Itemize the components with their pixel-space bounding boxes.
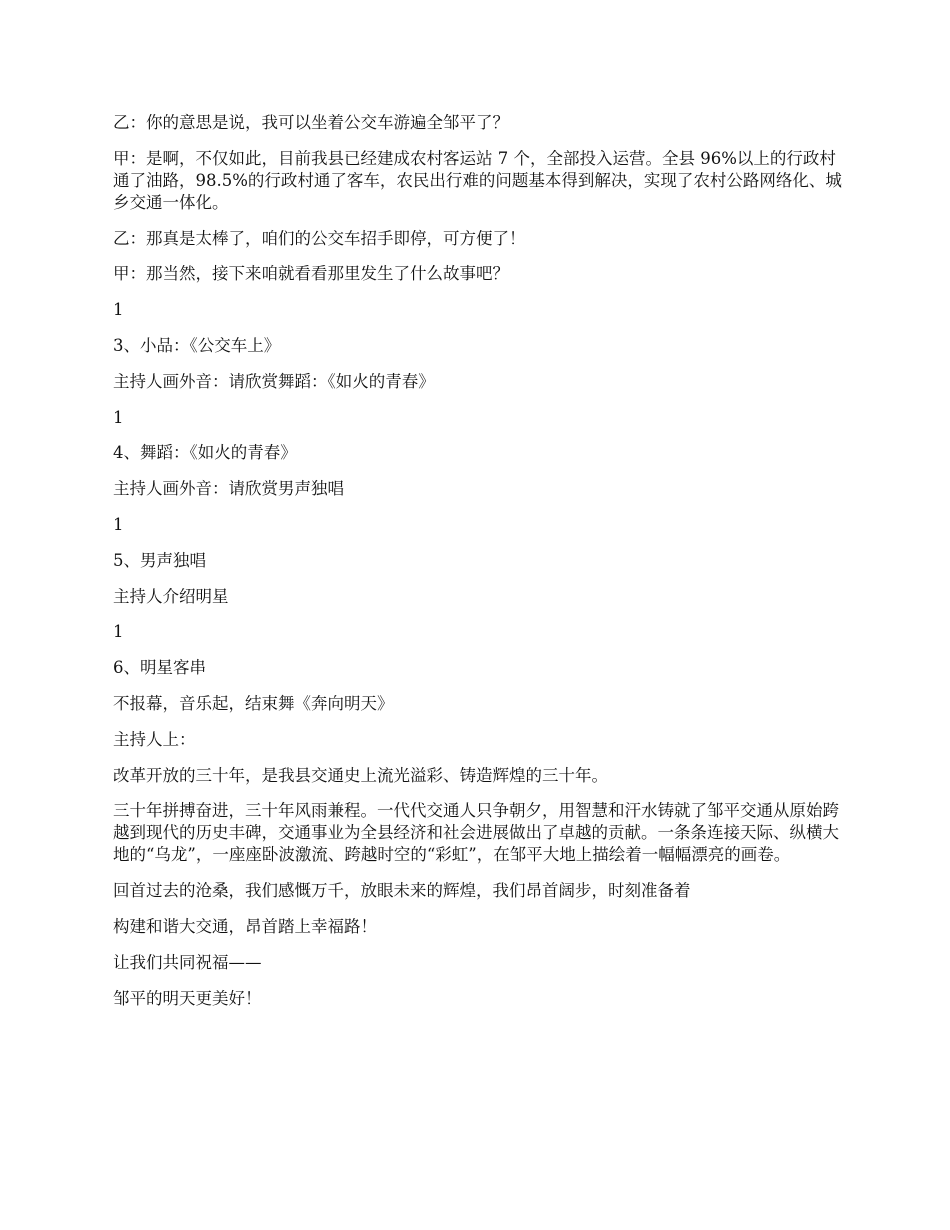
- item-marker: 1: [113, 407, 124, 427]
- dialogue-jia-stats: 甲：是啊，不仅如此，目前我县已经建成农村客运站 7 个，全部投入运营。全县 96%以上的行政村通了油路，98.5%的行政村通了客车，农民出行难的问题基本得到解决，实现了农村公路网络化、城乡交通一体化。: [113, 148, 842, 212]
- dialogue-yi-praise: 乙：那真是太棒了，咱们的公交车招手即停，可方便了！: [113, 228, 526, 248]
- host-enters: 主持人上：: [113, 729, 196, 749]
- host-voiceover-solo: 主持人画外音：请欣赏男声独唱: [113, 479, 344, 499]
- dialogue-jia-transition: 甲：那当然，接下来咱就看看那里发生了什么故事吧？: [113, 264, 509, 284]
- closing-speech-1: 改革开放的三十年，是我县交通史上流光溢彩、铸造辉煌的三十年。: [113, 765, 608, 785]
- document-body: [113, 112, 843, 1023]
- item-marker: 1: [113, 514, 124, 534]
- host-voiceover-dance: 主持人画外音：请欣赏舞蹈：《如火的青春》: [113, 371, 435, 391]
- closing-speech-5: 让我们共同祝福——: [113, 952, 262, 972]
- program-item-dance: 4、舞蹈：《如火的青春》: [113, 443, 297, 463]
- closing-speech-6: 邹平的明天更美好！: [113, 988, 262, 1008]
- program-item-skit: 3、小品：《公交车上》: [113, 335, 281, 355]
- closing-speech-3: 回首过去的沧桑，我们感慨万千，放眼未来的辉煌，我们昂首阔步，时刻准备着: [113, 881, 691, 901]
- host-introduces-star: 主持人介绍明星: [113, 586, 229, 606]
- item-marker: 1: [113, 300, 124, 320]
- program-item-star: 6、明星客串: [113, 658, 206, 678]
- item-marker: 1: [113, 622, 124, 642]
- closing-dance-note: 不报幕，音乐起，结束舞《奔向明天》: [113, 693, 394, 713]
- program-item-solo: 5、男声独唱: [113, 550, 206, 570]
- closing-speech-2: 三十年拼搏奋进，三十年风雨兼程。一代代交通人只争朝夕，用智慧和汗水铸就了邹平交通从原始跨越到现代的历史丰碑，交通事业为全县经济和社会进展做出了卓越的贡献。一条条连接天际、纵横大地的“乌龙”，一座座卧波激流、跨越时空的“彩虹”，在邹平大地上描绘着一幅幅漂亮的画卷。: [113, 801, 839, 865]
- closing-speech-4: 构建和谐大交通，昂首踏上幸福路！: [113, 916, 377, 936]
- dialogue-yi-question: 乙：你的意思是说，我可以坐着公交车游遍全邹平了？: [113, 113, 509, 132]
